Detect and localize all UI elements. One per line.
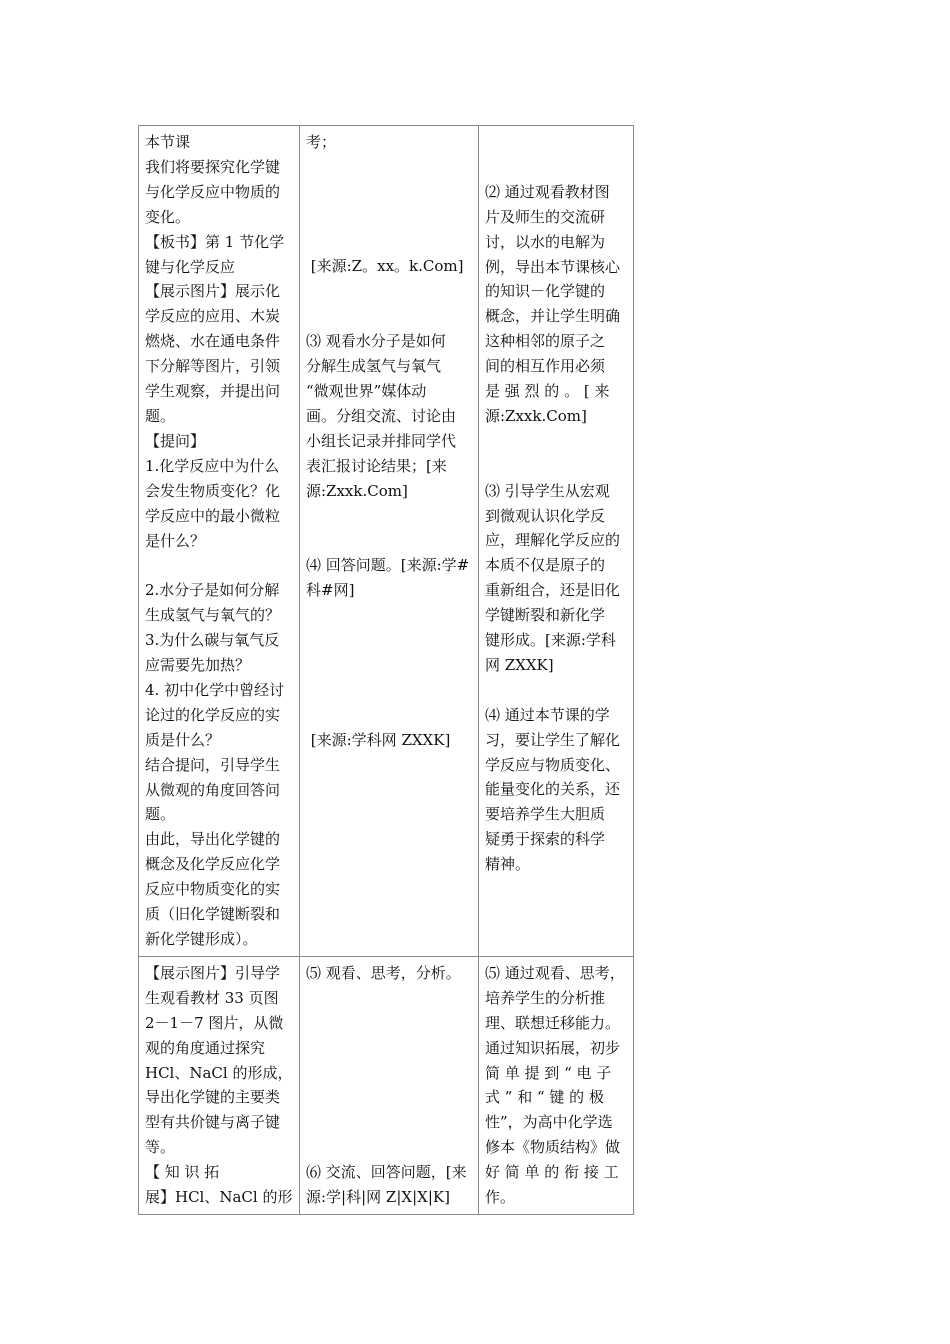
text-line: 应，理解化学反应的 (485, 531, 621, 550)
text-line: 表汇报讨论结果；[来 (306, 456, 447, 475)
text-line: 讨，以水的电解为 (485, 232, 606, 251)
text-line: 简 单 提 到 “ 电 子 (485, 1063, 612, 1082)
student-activity-cell (300, 956, 479, 1214)
text-line: 型有共价键与离子键 (145, 1113, 281, 1132)
text-line (306, 504, 473, 529)
text-line: 会发生物质变化？化 (145, 481, 281, 500)
text-line: 下分解等图片，引领 (145, 357, 281, 376)
text-line: 导出化学键的主要类 (145, 1088, 281, 1107)
text-line: 与化学反应中物质的 (145, 182, 281, 201)
text-line (306, 180, 473, 205)
student-activity-cell (300, 126, 479, 957)
text-line: 源:Zxxk.Com] (485, 406, 587, 425)
text-line (306, 1060, 473, 1085)
text-line: 修本《物质结构》做 (485, 1138, 621, 1157)
text-line (485, 429, 628, 454)
text-line: 3.为什么碳与氧气反 (145, 631, 280, 650)
text-line: ⑶ 引导学生从宏观 (485, 481, 610, 500)
text-line (306, 1085, 473, 1110)
text-line: 源:Zxxk.Com] (306, 481, 408, 500)
text-line: 间的相互作用必须 (485, 357, 606, 376)
text-line (306, 1011, 473, 1036)
text-line (306, 1110, 473, 1135)
text-line: 片及师生的交流研 (485, 207, 606, 226)
text-line: 好 简 单 的 衔 接 工 (485, 1163, 619, 1182)
text-line: 概念及化学反应化学 (145, 855, 281, 874)
teacher-activity-cell (139, 956, 300, 1214)
text-line (306, 703, 473, 728)
text-line: 学反应与物质变化、 (485, 755, 621, 774)
text-line: 4. 初中化学中曾经讨 (145, 680, 285, 699)
text-line (485, 454, 628, 479)
text-line: 变化。 (145, 207, 191, 226)
text-line: ⑷ 通过本节课的学 (485, 705, 610, 724)
text-line: 学生观察，并提出问 (145, 382, 281, 401)
text-line: 理、联想迁移能力。 (485, 1013, 621, 1032)
text-line: 小组长记录并排同学代 (306, 431, 457, 450)
text-line: 学反应的应用、木炭 (145, 307, 281, 326)
text-line (306, 1135, 473, 1160)
text-line: 考； (306, 133, 337, 151)
text-line (306, 986, 473, 1011)
text-line: 分解生成氢气与氧气 (306, 357, 442, 376)
text-line: 新化学键形成）。 (145, 929, 258, 948)
text-line: 从微观的角度回答问 (145, 780, 281, 799)
text-line: 论过的化学反应的实 (145, 705, 281, 724)
text-line: 式 ” 和 “ 键 的 极 (485, 1088, 604, 1107)
table-row (139, 956, 634, 1214)
text-line (306, 678, 473, 703)
text-line (485, 155, 628, 180)
text-line: 能量变化的关系，还 (485, 780, 621, 799)
text-line: 【展示图片】引导学 (145, 963, 281, 982)
text-line: 结合提问，引导学生 (145, 755, 281, 774)
text-line: 题。 (145, 406, 176, 425)
text-line: 习，要让学生了解化 (485, 730, 621, 749)
text-line: 【 知 识 拓 (145, 1163, 220, 1182)
text-line: 观的角度通过探究 (145, 1038, 266, 1057)
text-line: 学键断裂和新化学 (485, 606, 606, 625)
text-line (485, 678, 628, 703)
text-line: 反应中物质变化的实 (145, 880, 281, 899)
text-line: 由此，导出化学键的 (145, 830, 281, 849)
text-line: 性”，为高中化学选 (485, 1113, 613, 1132)
text-line: 生观看教材 33 页图 (145, 988, 279, 1007)
text-line: ⑷ 回答问题。[来源:学# (306, 556, 470, 575)
text-line (306, 155, 473, 180)
text-line: [来源:学科网 ZXXK] (306, 730, 451, 749)
text-line (306, 528, 473, 553)
text-line (485, 130, 628, 155)
text-line (306, 279, 473, 304)
text-line: 展】HCl、NaCl 的形 (145, 1188, 293, 1207)
text-line: 【提问】 (145, 431, 206, 450)
design-intent-cell (479, 126, 634, 957)
text-line (306, 1036, 473, 1061)
text-line: ⑹ 交流、回答问题，[来 (306, 1163, 467, 1182)
text-line: 是 强 烈 的 。 [ 来 (485, 382, 610, 401)
text-line: ⑵ 通过观看教材图 (485, 182, 610, 201)
text-line: 燃烧、水在通电条件 (145, 332, 281, 351)
text-line: 我们将要探究化学键 (145, 157, 281, 176)
text-line: 疑勇于探索的科学 (485, 830, 606, 849)
text-line: 到微观认识化学反 (485, 506, 606, 525)
text-line: 质是什么？ (145, 730, 221, 749)
text-line: 2.水分子是如何分解 (145, 581, 280, 600)
lesson-plan-table (138, 125, 634, 1215)
text-line: 本节课 (145, 133, 191, 151)
table-row (139, 126, 634, 957)
text-line: 科#网] (306, 581, 355, 600)
text-line (145, 553, 294, 578)
text-line: 通过知识拓展，初步 (485, 1038, 621, 1057)
text-line: 是什么？ (145, 531, 206, 550)
text-line: 要培养学生大胆质 (485, 805, 606, 824)
text-line: 学反应中的最小微粒 (145, 506, 281, 525)
text-line: ⑸ 通过观看、思考， (485, 963, 625, 982)
text-line: HCl、NaCl 的形成， (145, 1063, 293, 1082)
text-line (306, 603, 473, 628)
text-line (306, 628, 473, 653)
text-line: 精神。 (485, 855, 531, 874)
teacher-activity-cell (139, 126, 300, 957)
text-line: 的知识－化学键的 (485, 282, 606, 301)
text-line: 1.化学反应中为什么 (145, 456, 280, 475)
text-line: 这种相邻的原子之 (485, 332, 606, 351)
text-line: 键形成。[来源:学科 (485, 631, 616, 650)
text-line: ⑶ 观看水分子是如何 (306, 332, 446, 351)
text-line: 源:学|科|网 Z|X|X|K] (306, 1187, 450, 1206)
text-line: 培养学生的分析推 (485, 988, 606, 1007)
text-line: 【板书】第 1 节化学 (145, 232, 285, 251)
text-line (306, 304, 473, 329)
text-line: 例，导出本节课核心 (485, 257, 621, 276)
text-line: 重新组合，还是旧化 (485, 581, 621, 600)
text-line: 等。 (145, 1138, 176, 1157)
text-line: 作。 (485, 1188, 516, 1207)
text-line: 画。分组交流、讨论由 (306, 406, 457, 425)
text-line: 【展示图片】展示化 (145, 282, 281, 301)
text-line: ⑸ 观看、思考，分析。 (306, 963, 461, 982)
text-line: 键与化学反应 (145, 257, 236, 276)
text-line: 生成氢气与氧气的？ (145, 606, 281, 625)
text-line: 应需要先加热？ (145, 656, 251, 675)
design-intent-cell (479, 956, 634, 1214)
text-line (306, 230, 473, 255)
text-line: “微观世界”媒体动 (306, 381, 427, 400)
text-line: 质（旧化学键断裂和 (145, 905, 281, 924)
text-line: 网 ZXXK] (485, 655, 554, 674)
text-line: 2－1－7 图片，从微 (145, 1013, 284, 1032)
text-line (306, 205, 473, 230)
text-line: [来源:Z。xx。k.Com] (306, 257, 464, 276)
text-line: 题。 (145, 805, 176, 824)
text-line (306, 653, 473, 678)
text-line: 本质不仅是原子的 (485, 556, 606, 575)
text-line: 概念，并让学生明确 (485, 307, 621, 326)
